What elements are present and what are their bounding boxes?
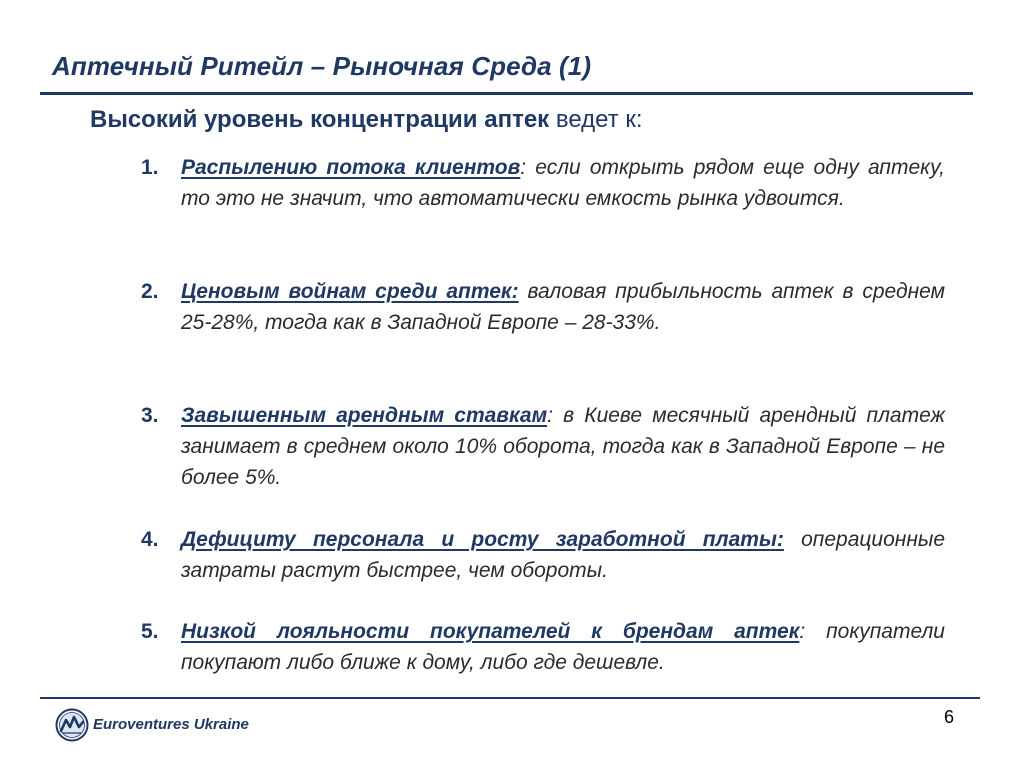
item-text [181, 616, 945, 678]
item-body: валовая прибыльность аптек в среднем 25-28%, тогда как в Западной Европе – 28-33%. [181, 280, 945, 334]
item-number: 4. [141, 528, 159, 551]
item-heading: Дефициту персонала и росту заработной платы: [181, 528, 784, 551]
item-number: 2. [141, 280, 159, 303]
item-text [181, 400, 945, 493]
subtitle-rest: ведет к: [549, 106, 643, 133]
item-number: 1. [141, 156, 159, 179]
item-heading: Завышенным арендным ставкам [181, 404, 548, 427]
item-body: операционные затраты растут быстрее, чем обороты. [181, 528, 946, 582]
title-divider [40, 92, 973, 95]
item-text [181, 524, 945, 586]
item-body: : покупатели покупают либо ближе к дому, либо где дешевле. [181, 620, 945, 674]
item-heading: Ценовым войнам среди аптек: [181, 280, 519, 303]
item-heading: Низкой лояльности покупателей к брендам аптек [181, 620, 800, 643]
item-number: 3. [141, 404, 159, 427]
footer-divider [40, 697, 980, 699]
euroventures-logo-icon [55, 708, 89, 742]
page-number: 6 [944, 707, 955, 727]
item-body: : если открыть рядом еще одну аптеку, то это не значит, что автоматически емкость рынка удвоится. [181, 156, 946, 210]
subtitle-bold: Высокий уровень концентрации аптек [90, 106, 550, 133]
item-text [181, 276, 945, 338]
slide-subtitle [90, 106, 643, 134]
item-text [181, 152, 945, 214]
item-body: : в Киеве месячный арендный платеж занимает в среднем около 10% оборота, тогда как в Западной Европе – не более 5%. [181, 404, 945, 489]
item-number: 5. [141, 620, 159, 643]
item-heading: Распылению потока клиентов [181, 156, 521, 179]
slide-title: Аптечный Ритейл – Рыночная Среда (1) [52, 51, 592, 81]
footer-brand: Euroventures Ukraine [93, 716, 249, 733]
